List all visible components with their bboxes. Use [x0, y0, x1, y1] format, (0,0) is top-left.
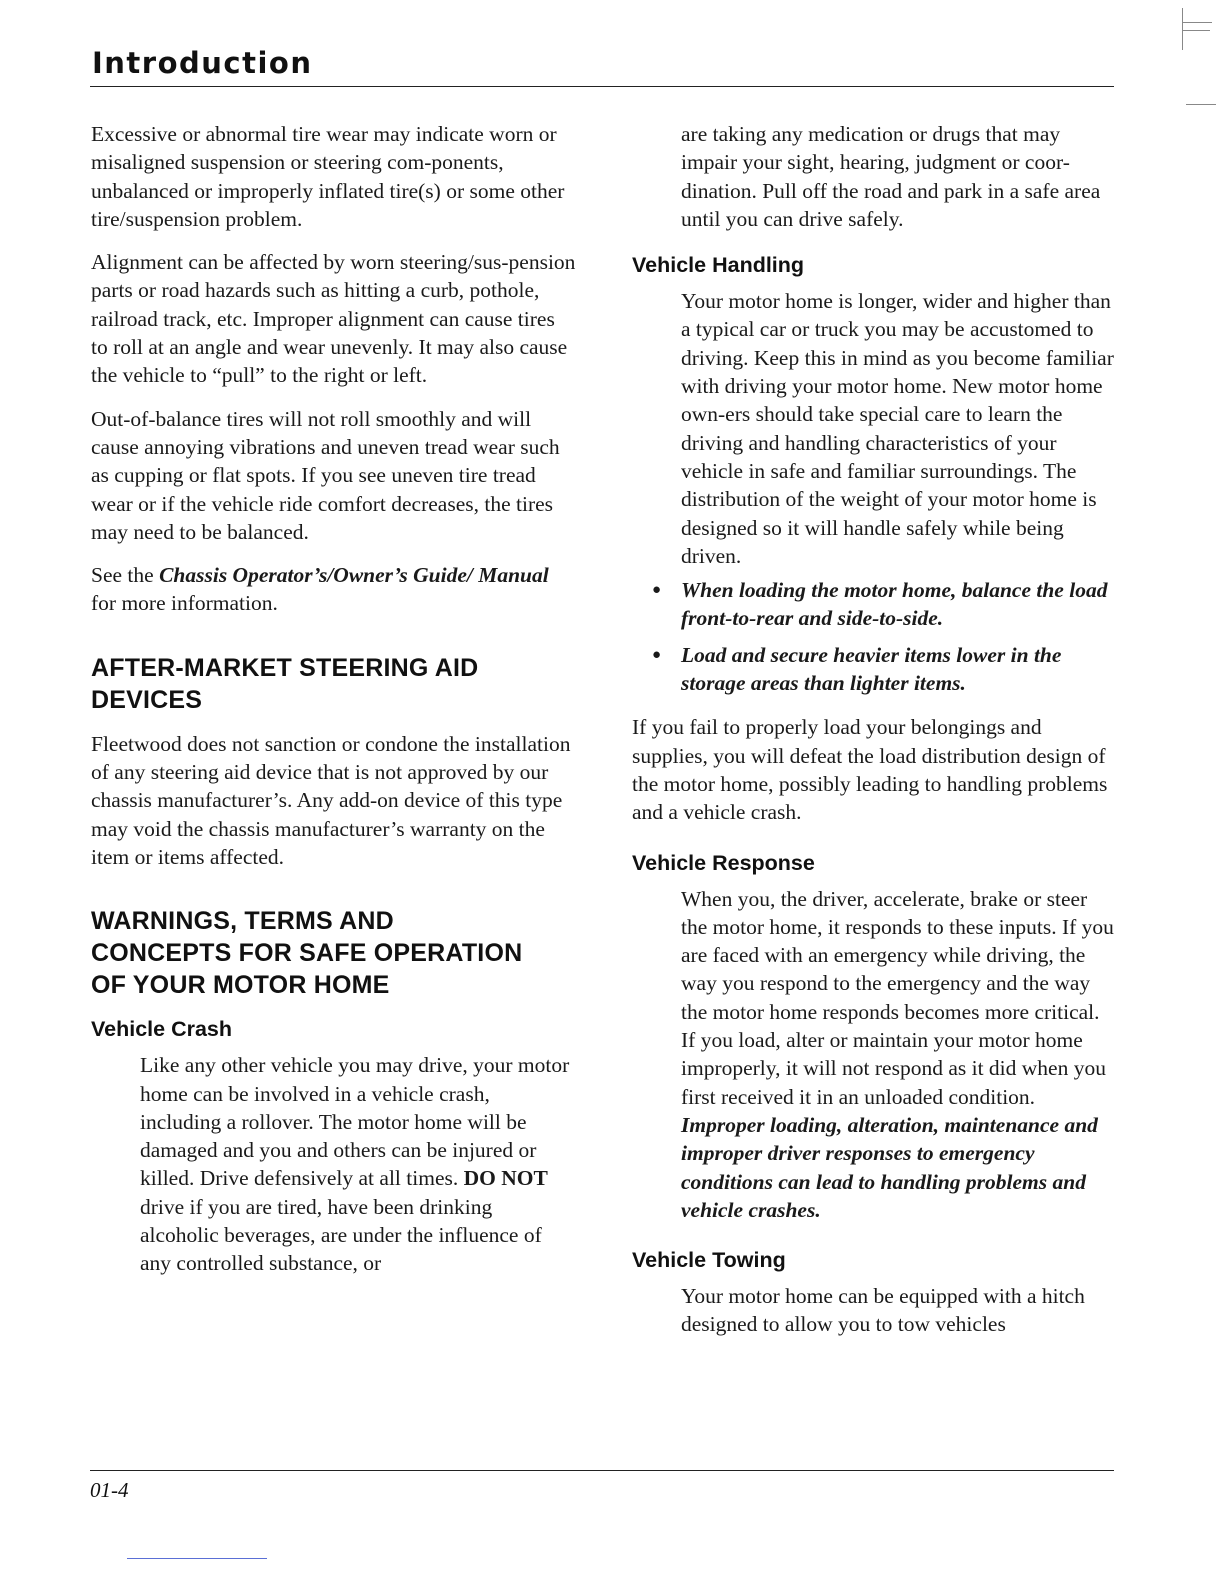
- see-manual-suffix: for more information.: [91, 591, 278, 616]
- vehicle-handling-paragraph: Your motor home is longer, wider and higher than a typical car or truck you may be accustomed to driving. Keep this in mind as you become familiar with driving your motor home. New motor home own-ers should take special care to learn the driving and handling characteristics of your vehicle in safe and familiar surroundings. The distribution of the weight of your motor home is designed so it will handle safely while being driven.: [681, 289, 1114, 568]
- aftermarket-paragraph: Fleetwood does not sanction or condone the installation of any steering aid device that is not approved by our chassis manufacturer’s. Any add-on device of this type may void the chassis manufacturer’s warranty on the item or items affected.: [91, 731, 571, 869]
- bullet-balance-load: [652, 576, 1114, 633]
- right-column: [632, 120, 1114, 1339]
- bullet-secure-items: [652, 641, 1114, 698]
- alignment-paragraph: Alignment can be affected by worn steering/sus-pension parts or road hazards such as hitting a curb, pothole, railroad track, etc. Improper alignment can cause tires to roll at an angle and wear unevenly. It may also cause the vehicle to “pull” to the right or left.: [91, 250, 576, 388]
- load-distribution-paragraph: If you fail to properly load your belongings and supplies, you will defeat the load distribution design of the motor home, possibly leading to handling problems and a vehicle crash.: [632, 715, 1108, 825]
- loading-bullet-list: [632, 576, 1114, 697]
- vehicle-crash-paragraph: [91, 1051, 576, 1277]
- margin-scan-mark: [1182, 30, 1210, 31]
- bottom-underline-mark: [127, 1558, 267, 1559]
- page-header-title: Introduction: [92, 46, 313, 80]
- footer-divider: [90, 1470, 1114, 1471]
- crash-text-start: Like any other vehicle you may drive, your motor home can be involved in a vehicle crash, including a rollover. The motor home will be damaged and you and others can be injured or killed. Drive defensively at all times.: [140, 1053, 570, 1191]
- response-text: When you, the driver, accelerate, brake or steer the motor home, it responds to these inputs. If you are faced with an emergency while driving, the way you respond to the emergency and the way the motor home responds becomes more critical. If you load, alter or maintain your motor home improperly, it will not respond as it did when you first received it in an unloaded condition.: [681, 886, 1114, 1109]
- vehicle-response-paragraph: [632, 885, 1114, 1225]
- vehicle-towing-paragraph: Your motor home can be equipped with a hitch designed to allow you to tow vehicles: [681, 1284, 1085, 1337]
- left-column: [91, 120, 576, 1278]
- margin-scan-mark: [1182, 8, 1183, 50]
- crash-text-end: drive if you are tired, have been drinking alcoholic beverages, are under the influence of any controlled substance, or: [140, 1194, 542, 1276]
- bullet-secure-items-text: Load and secure heavier items lower in the storage areas than lighter items.: [681, 642, 1062, 696]
- see-manual-prefix: See the: [91, 563, 160, 588]
- header-divider: [90, 86, 1114, 87]
- vehicle-towing-heading: Vehicle Towing: [632, 1248, 786, 1273]
- do-not-emphasis: DO NOT: [463, 1166, 548, 1191]
- vehicle-response-heading: Vehicle Response: [632, 850, 815, 875]
- see-manual-paragraph: [91, 561, 576, 618]
- bullet-icon: ●: [652, 582, 662, 599]
- tire-wear-paragraph: Excessive or abnormal tire wear may indicate worn or misaligned suspension or steering com-ponents, unbalanced or improperly inflated tire(s) or some other tire/suspension problem.: [91, 122, 565, 231]
- chassis-manual-reference: Chassis Operator’s/Owner’s Guide/ Manual: [159, 563, 549, 588]
- margin-scan-mark: [1186, 104, 1216, 105]
- warnings-heading: WARNINGS, TERMS AND CONCEPTS FOR SAFE OPERATION OF YOUR MOTOR HOME: [91, 907, 523, 1000]
- response-warning-emphasis: Improper loading, alteration, maintenance and improper driver responses to emergency conditions can lead to handling problems and vehicle crashes.: [681, 1112, 1098, 1222]
- aftermarket-heading: AFTER-MARKET STEERING AID DEVICES: [91, 653, 479, 714]
- vehicle-handling-heading: Vehicle Handling: [632, 253, 805, 278]
- vehicle-crash-heading: Vehicle Crash: [91, 1017, 233, 1042]
- bullet-balance-load-text: When loading the motor home, balance the load front-to-rear and side-to-side.: [681, 578, 1108, 631]
- crash-continued-paragraph: are taking any medication or drugs that may impair your sight, hearing, judgment or coor-dination. Pull off the road and park in a safe area until you can drive safely.: [681, 122, 1101, 231]
- balance-paragraph: Out-of-balance tires will not roll smoothly and will cause annoying vibrations and uneven tread wear such as cupping or flat spots. If you see uneven tire tread wear or if the vehicle ride comfort decreases, the tires may need to be balanced.: [91, 406, 560, 544]
- bullet-icon: ●: [652, 646, 662, 663]
- margin-scan-mark: [1182, 22, 1212, 23]
- page-number: 01-4: [90, 1478, 129, 1502]
